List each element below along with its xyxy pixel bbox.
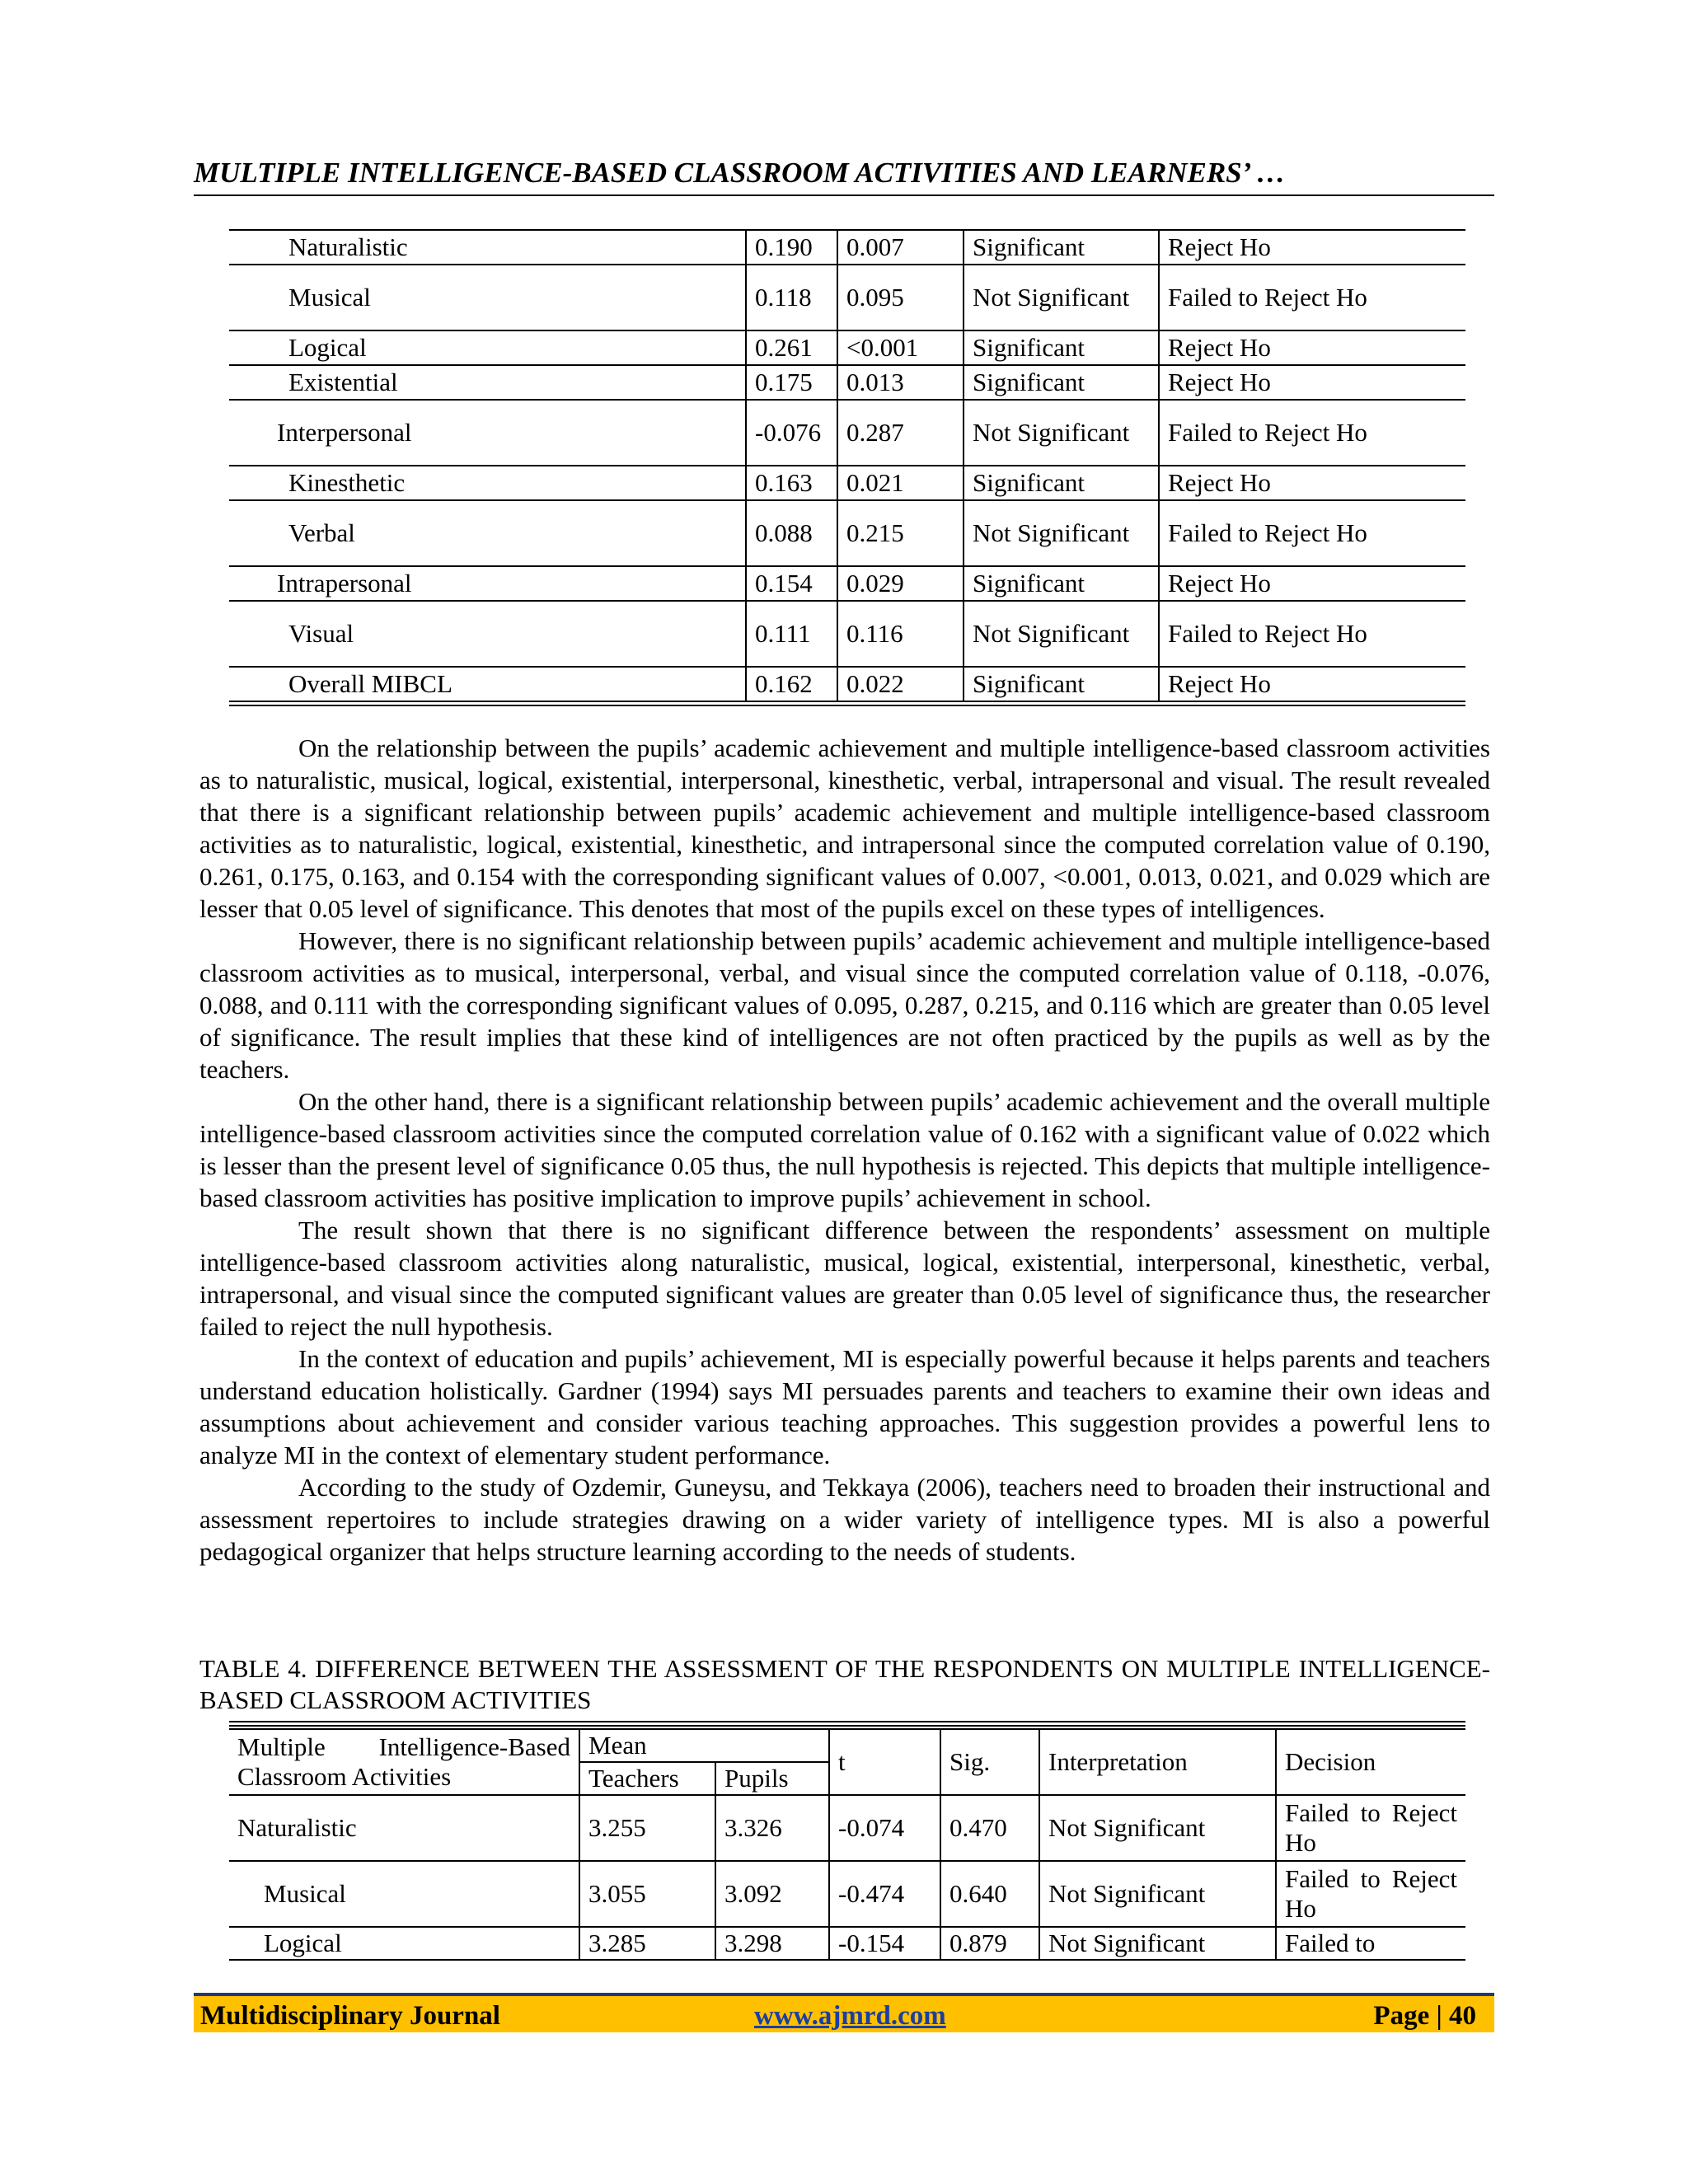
- pupils-column-header: Pupils: [715, 1762, 829, 1795]
- table-row: [229, 265, 1465, 330]
- table-row: [229, 330, 1465, 365]
- sig-column-header: Sig.: [940, 1729, 1039, 1795]
- teachers-column-header: Teachers: [579, 1762, 715, 1795]
- pupils-mean: 3.298: [715, 1927, 829, 1960]
- row-label: Naturalistic: [229, 230, 746, 265]
- teachers-mean: 3.285: [579, 1927, 715, 1960]
- row-label: Overall MIBCL: [229, 667, 746, 704]
- discussion-text: [199, 732, 1490, 1568]
- decision: Failed to Reject Ho: [1159, 265, 1465, 330]
- significance-value: 0.029: [837, 566, 964, 601]
- significance-value: 0.215: [837, 500, 964, 566]
- correlation-value: 0.175: [746, 365, 837, 400]
- row-label: Kinesthetic: [229, 466, 746, 500]
- sig-value: 0.640: [940, 1861, 1039, 1927]
- table-row: [229, 466, 1465, 500]
- row-label: Logical: [229, 330, 746, 365]
- decision-column-header: Decision: [1276, 1729, 1465, 1795]
- correlation-value: -0.076: [746, 400, 837, 466]
- correlation-value: 0.190: [746, 230, 837, 265]
- decision: Reject Ho: [1159, 330, 1465, 365]
- decision: Reject Ho: [1159, 365, 1465, 400]
- paragraph: In the context of education and pupils’ achievement, MI is especially powerful because it helps parents and teachers understand education holistically. Gardner (1994) says MI persuades parents and teachers to examine their own ideas and assumptions about achievement and consider various teaching approaches. This suggestion provides a powerful lens to analyze MI in the context of elementary student performance.: [199, 1344, 1490, 1469]
- table-row: [229, 1927, 1465, 1960]
- header-row: [229, 1729, 1465, 1762]
- t-value: -0.074: [829, 1795, 940, 1861]
- interpretation: Not Significant: [964, 265, 1159, 330]
- paragraph: The result shown that there is no significant difference between the respondents’ assessment on multiple intelligence-based classroom activities along naturalistic, musical, logical, existential, interpersonal, kinesthetic, verbal, intrapersonal, and visual since the computed significant values are greater than 0.05 level of significance thus, the researcher failed to reject the null hypothesis.: [199, 1216, 1490, 1341]
- row-label: Intrapersonal: [229, 566, 746, 601]
- page-number: Page | 40: [1373, 2001, 1476, 2031]
- decision: Failed to Reject Ho: [1159, 500, 1465, 566]
- significance-value: 0.095: [837, 265, 964, 330]
- interpretation: Significant: [964, 566, 1159, 601]
- table-row: [229, 1795, 1465, 1861]
- sig-value: 0.470: [940, 1795, 1039, 1861]
- decision: Failed to Reject Ho: [1159, 601, 1465, 667]
- row-label: Musical: [229, 1861, 579, 1927]
- correlation-value: 0.111: [746, 601, 837, 667]
- interpretation: Not Significant: [1039, 1861, 1276, 1927]
- interpretation: Not Significant: [1039, 1927, 1276, 1960]
- interpretation: Significant: [964, 230, 1159, 265]
- significance-value: 0.007: [837, 230, 964, 265]
- decision: Failed to Reject Ho: [1276, 1795, 1465, 1861]
- t-value: -0.474: [829, 1861, 940, 1927]
- table-row: [229, 601, 1465, 667]
- decision: Failed to Reject Ho: [1159, 400, 1465, 466]
- interpretation: Significant: [964, 365, 1159, 400]
- paragraph: According to the study of Ozdemir, Guneysu, and Tekkaya (2006), teachers need to broaden their instructional and assessment repertoires to include strategies drawing on a wider variety of intelligence types. MI is also a powerful pedagogical organizer that helps structure learning according to the needs of students.: [199, 1473, 1490, 1566]
- row-label: Logical: [229, 1927, 579, 1960]
- page-footer: [194, 1993, 1494, 2032]
- table-caption: TABLE 4. DIFFERENCE BETWEEN THE ASSESSMENT OF THE RESPONDENTS ON MULTIPLE INTELLIGENCE-BASED CLASSROOM ACTIVITIES: [199, 1654, 1490, 1714]
- table-row: [229, 365, 1465, 400]
- interpretation: Significant: [964, 330, 1159, 365]
- row-label: Musical: [229, 265, 746, 330]
- interpretation: Not Significant: [964, 400, 1159, 466]
- decision: Reject Ho: [1159, 466, 1465, 500]
- decision: Reject Ho: [1159, 566, 1465, 601]
- decision: Failed to: [1276, 1927, 1465, 1960]
- sig-value: 0.879: [940, 1927, 1039, 1960]
- interpretation: Not Significant: [1039, 1795, 1276, 1861]
- table-top-rule: [229, 1721, 1465, 1727]
- significance-value: 0.116: [837, 601, 964, 667]
- decision: Failed to Reject Ho: [1276, 1861, 1465, 1927]
- activity-column-header: Multiple Intelligence-Based Classroom Activities: [229, 1729, 579, 1795]
- interpretation: Significant: [964, 667, 1159, 704]
- pupils-mean: 3.326: [715, 1795, 829, 1861]
- difference-table: [229, 1728, 1465, 1961]
- paragraph: On the other hand, there is a significant relationship between pupils’ academic achievement and the overall multiple intelligence-based classroom activities since the computed correlation value of 0.162 with a significant value of 0.022 which is lesser than the present level of significance 0.05 thus, the null hypothesis is rejected. This depicts that multiple intelligence-based classroom activities has positive implication to improve pupils’ achievement in school.: [199, 1087, 1490, 1212]
- significance-value: 0.287: [837, 400, 964, 466]
- interpretation: Significant: [964, 466, 1159, 500]
- row-label: Interpersonal: [229, 400, 746, 466]
- decision: Reject Ho: [1159, 667, 1465, 704]
- decision: Reject Ho: [1159, 230, 1465, 265]
- journal-name: Multidisciplinary Journal: [200, 2001, 500, 2031]
- correlation-value: 0.163: [746, 466, 837, 500]
- table-row: [229, 667, 1465, 704]
- table-row: [229, 566, 1465, 601]
- significance-value: <0.001: [837, 330, 964, 365]
- row-label: Verbal: [229, 500, 746, 566]
- row-label: Existential: [229, 365, 746, 400]
- interpretation: Not Significant: [964, 601, 1159, 667]
- paragraph: On the relationship between the pupils’ academic achievement and multiple intelligence-based classroom activities as to naturalistic, musical, logical, existential, interpersonal, kinesthetic, verbal, intrapersonal and visual. The result revealed that there is a significant relationship between pupils’ academic achievement and multiple intelligence-based classroom activities as to naturalistic, logical, existential, kinesthetic, and intrapersonal since the computed correlation value of 0.190, 0.261, 0.175, 0.163, and 0.154 with the corresponding significant values of 0.007, <0.001, 0.013, 0.021, and 0.029 which are lesser that 0.05 level of significance. This denotes that most of the pupils excel on these types of intelligences.: [199, 733, 1490, 923]
- significance-value: 0.022: [837, 667, 964, 704]
- correlation-value: 0.118: [746, 265, 837, 330]
- significance-value: 0.021: [837, 466, 964, 500]
- interpretation-column-header: Interpretation: [1039, 1729, 1276, 1795]
- teachers-mean: 3.055: [579, 1861, 715, 1927]
- table-row: [229, 230, 1465, 265]
- table-row: [229, 500, 1465, 566]
- correlation-value: 0.162: [746, 667, 837, 704]
- table-row: [229, 400, 1465, 466]
- t-value: -0.154: [829, 1927, 940, 1960]
- row-label: Naturalistic: [229, 1795, 579, 1861]
- paragraph: However, there is no significant relationship between pupils’ academic achievement and multiple intelligence-based classroom activities as to musical, interpersonal, verbal, and visual since the computed correlation value of 0.118, -0.076, 0.088, and 0.111 with the corresponding significant values of 0.095, 0.287, 0.215, and 0.116 which are greater than 0.05 level of significance. The result implies that these kind of intelligences are not often practiced by the pupils as well as by the teachers.: [199, 926, 1490, 1084]
- correlation-value: 0.154: [746, 566, 837, 601]
- correlation-value: 0.088: [746, 500, 837, 566]
- correlation-value: 0.261: [746, 330, 837, 365]
- teachers-mean: 3.255: [579, 1795, 715, 1861]
- header-rule: [194, 194, 1494, 196]
- journal-url-link[interactable]: www.ajmrd.com: [754, 2001, 946, 2031]
- interpretation: Not Significant: [964, 500, 1159, 566]
- row-label: Visual: [229, 601, 746, 667]
- table-row: [229, 1861, 1465, 1927]
- pupils-mean: 3.092: [715, 1861, 829, 1927]
- t-column-header: t: [829, 1729, 940, 1795]
- running-header: MULTIPLE INTELLIGENCE-BASED CLASSROOM ACTIVITIES AND LEARNERS’ …: [194, 157, 1286, 189]
- significance-value: 0.013: [837, 365, 964, 400]
- correlation-table: [229, 229, 1465, 706]
- mean-column-header: Mean: [579, 1729, 829, 1762]
